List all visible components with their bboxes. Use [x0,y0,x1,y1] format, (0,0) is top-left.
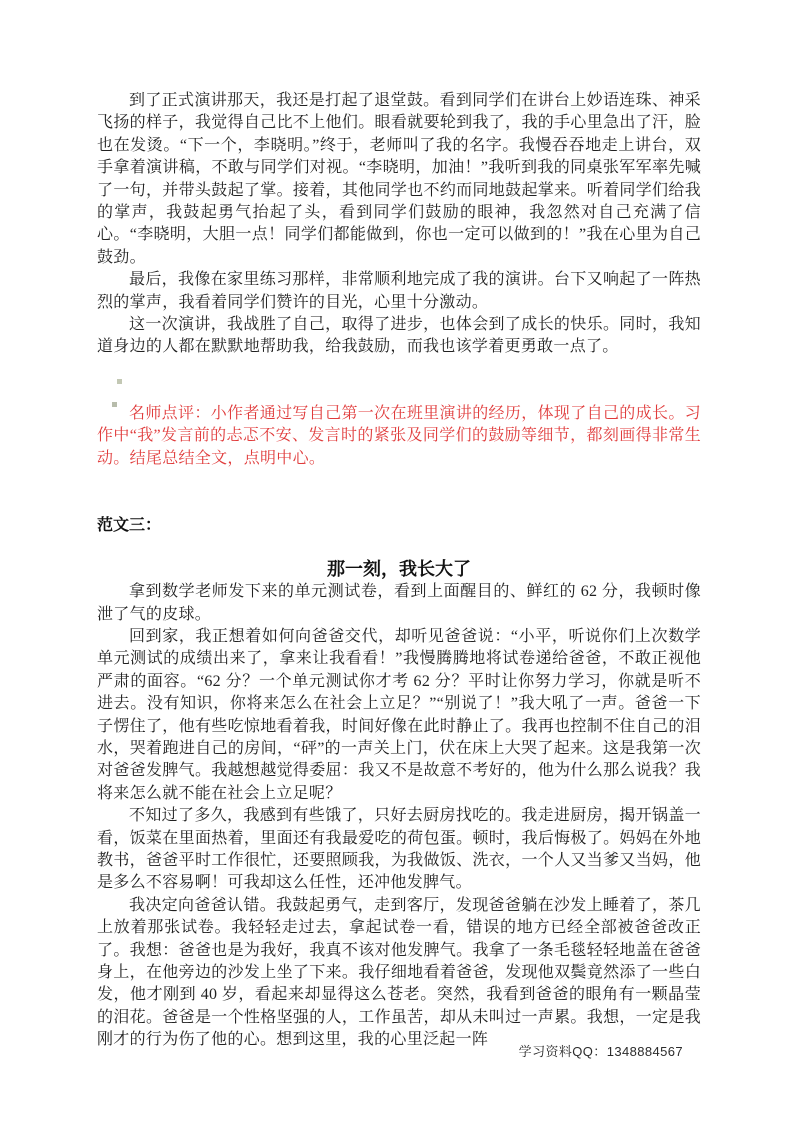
essay3-paragraph: 回到家，我正想着如何向爸爸交代，却听见爸爸说：“小平，听说你们上次数学单元测试的成绩出来了，拿来让我看看！”我慢腾腾地将试卷递给爸爸，不敢正视他严肃的面容。“62 分？一个单元测试你才考 62 分？平时让你努力学习，你就是听不进去。没有知识，你将来怎么在社会上立足？”“别说了！”我大吼了一声。爸爸一下子愣住了，他有些吃惊地看着我，时间好像在此时静止了。我再也控制不住自己的泪水，哭着跑进自己的房间，“砰”的一声关上门，伏在床上大哭了起来。这是我第一次对爸爸发脾气。我越想越觉得委屈：我又不是故意不考好的，他为什么那么说我？我将来怎么就不能在社会上立足呢？ [97,627,701,802]
essay-title: 那一刻，我长大了 [327,559,471,580]
stray-dot-icon [112,402,117,407]
essay3-paragraph: 我决定向爸爸认错。我鼓起勇气，走到客厅，发现爸爸躺在沙发上睡着了，茶几上放着那张试卷。我轻轻走过去，拿起试卷一看，错误的地方已经全部被爸爸改正了。我想：爸爸也是为我好，我真不该对他发脾气。我拿了一条毛毯轻轻地盖在爸爸身上，在他旁边的沙发上坐了下来。我仔细地看着爸爸，发现他双鬓竟然添了一些白发，他才刚到 40 岁，看起来却显得这么苍老。突然，我看到爸爸的眼角有一颗晶莹的泪花。爸爸是一个性格坚强的人，工作虽苦，却从未叫过一声累。我想，一定是我刚才的行为伤了他的心。想到这里，我的心里泛起一阵 [97,896,701,1049]
stray-dot-icon [117,379,122,384]
section-heading: 范文三： [97,517,162,535]
essay2-paragraph: 最后，我像在家里练习那样，非常顺利地完成了我的演讲。台下又响起了一阵热烈的掌声，我看着同学们赞许的目光，心里十分激动。 [97,271,701,311]
document-content [97,90,701,1052]
essay3-paragraph: 拿到数学老师发下来的单元测试卷，看到上面醒目的、鲜红的 62 分，我顿时像泄了气的皮球。 [97,583,701,623]
essay3-paragraph: 不知过了多久，我感到有些饿了，只好去厨房找吃的。我走进厨房，揭开锅盖一看，饭菜在里面热着，里面还有我最爱吃的荷包蛋。顿时，我后悔极了。妈妈在外地教书，爸爸平时工作很忙，还要照顾我，为我做饭、洗衣，一个人又当爹又当妈，他是多么不容易啊！可我却这么任性，还冲他发脾气。 [97,807,701,892]
essay2-paragraph: 到了正式演讲那天，我还是打起了退堂鼓。看到同学们在讲台上妙语连珠、神采飞扬的样子，我觉得自己比不上他们。眼看就要轮到我了，我的手心里急出了汗，脸也在发烫。“下一个，李晓明。”终于，老师叫了我的名字。我慢吞吞地走上讲台，双手拿着演讲稿，不敢与同学们对视。“李晓明，加油！”我听到我的同桌张军军率先喊了一句，并带头鼓起了掌。接着，其他同学也不约而同地鼓起掌来。听着同学们给我的掌声，我鼓起勇气抬起了头，看到同学们鼓励的眼神，我忽然对自己充满了信心。“李晓明，大胆一点！同学们都能做到，你也一定可以做到的！”我在心里为自己鼓劲。 [97,92,701,266]
teacher-comment: 名师点评：小作者通过写自己第一次在班里演讲的经历，体现了自己的成长。习作中“我”发言前的忐忑不安、发言时的紧张及同学们的鼓励等细节，都刻画得非常生动。结尾总结全文，点明中心。 [97,404,701,467]
essay2-paragraph: 这一次演讲，我战胜了自己，取得了进步，也体会到了成长的快乐。同时，我知道身边的人都在默默地帮助我，给我鼓励，而我也该学着更勇敢一点了。 [97,316,701,356]
footer-watermark: 学习资料QQ：1348884567 [518,1044,683,1059]
